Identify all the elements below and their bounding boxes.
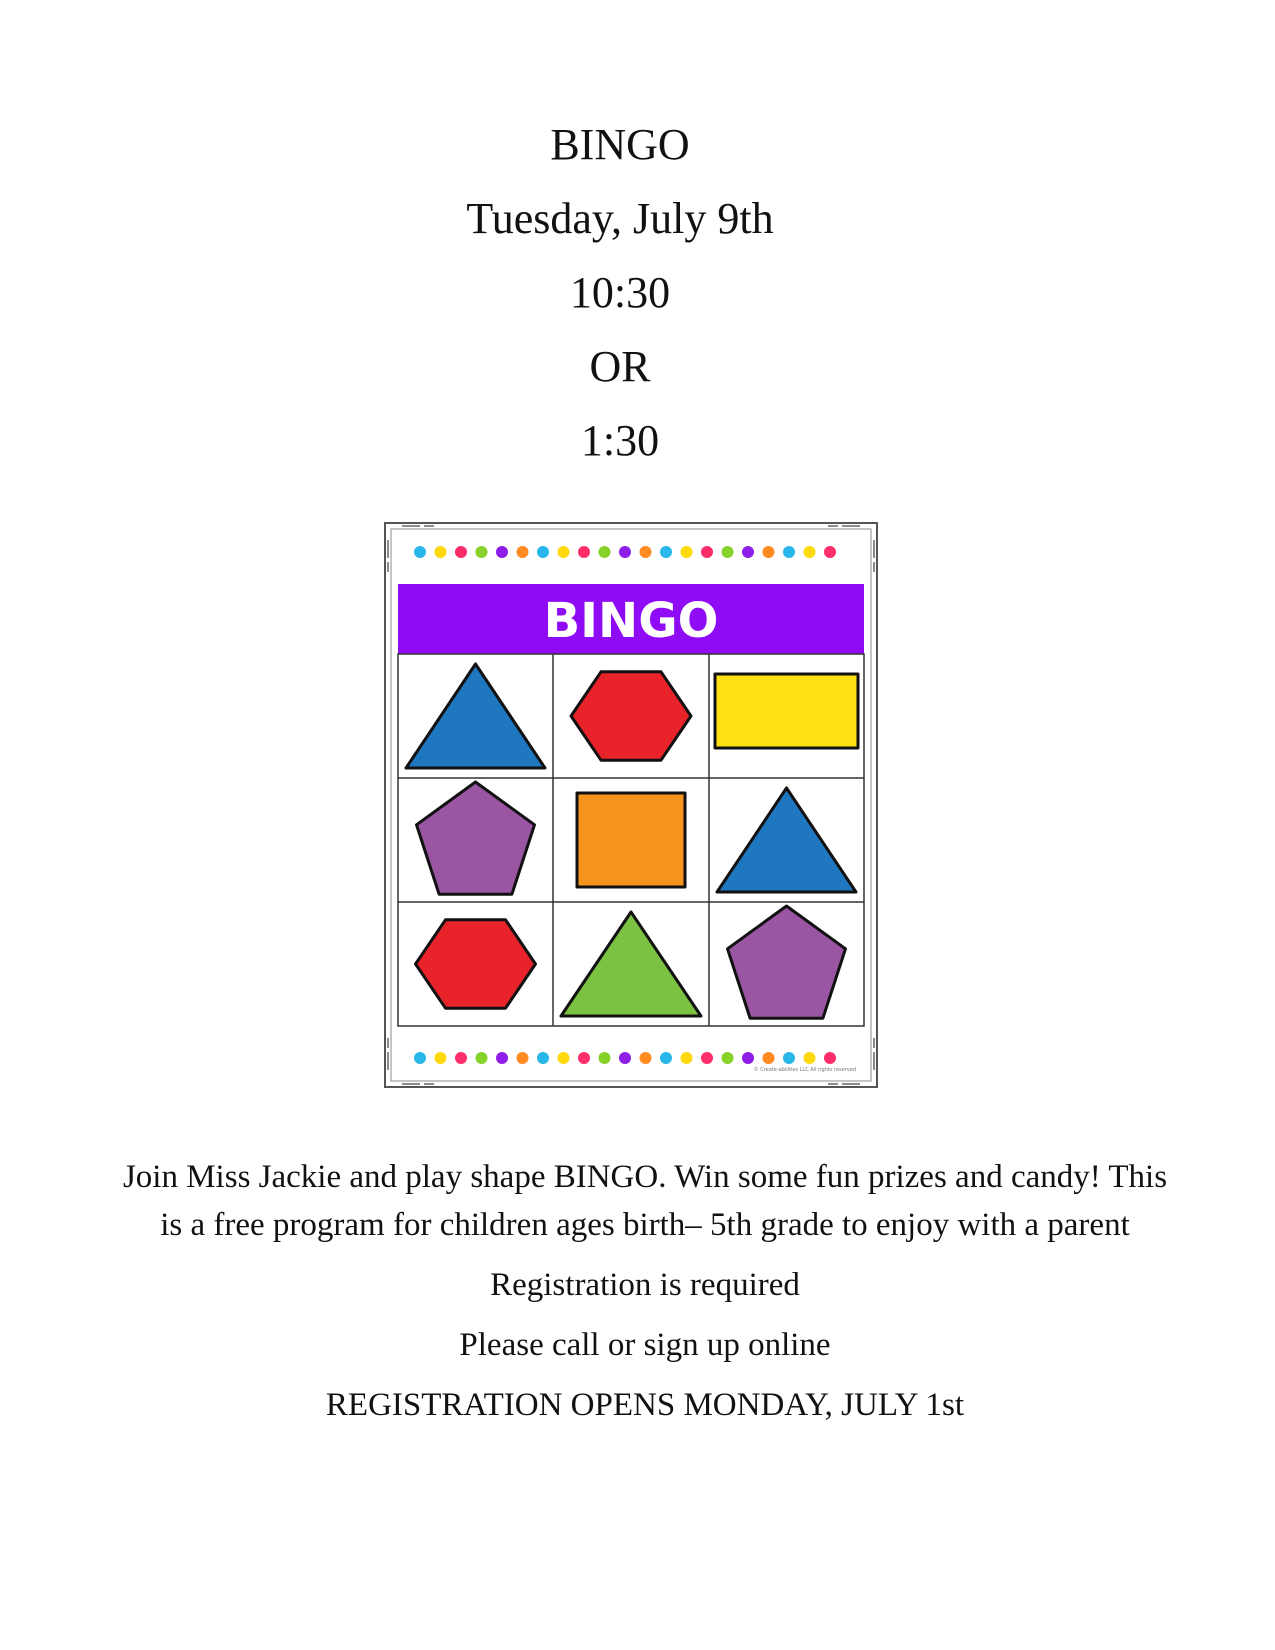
decorative-dot (701, 546, 713, 558)
decorative-dot (681, 1052, 693, 1064)
decorative-dot (640, 546, 652, 558)
event-description: Join Miss Jackie and play shape BINGO. Win some fun prizes and candy! This is a free program for children ages birth– 5th grade to enjoy with a parent (122, 1159, 1168, 1243)
copyright-text: © Create-abilities LLC All rights reserved (753, 1067, 856, 1073)
bingo-card-svg (384, 522, 878, 1088)
event-time-first: 10:30 (569, 268, 671, 317)
decorative-dot (435, 1052, 447, 1064)
decorative-dot (783, 1052, 795, 1064)
decorative-dot (804, 546, 816, 558)
decorative-dot (517, 1052, 529, 1064)
decorative-dot (660, 546, 672, 558)
event-time-separator: OR (589, 342, 651, 391)
decorative-dot (640, 1052, 652, 1064)
bingo-cells (406, 664, 858, 1018)
event-date: Tuesday, July 9th (466, 194, 774, 243)
decorative-dot (763, 546, 775, 558)
decorative-dot (742, 1052, 754, 1064)
decorative-dot (660, 1052, 672, 1064)
decorative-dot (578, 546, 590, 558)
square-icon (577, 793, 685, 887)
event-time-second: 1:30 (580, 416, 660, 465)
decorative-dot (824, 546, 836, 558)
decorative-dot (722, 1052, 734, 1064)
decorative-dot (517, 546, 529, 558)
decorative-dot (537, 546, 549, 558)
decorative-dot (722, 546, 734, 558)
decorative-dot (599, 1052, 611, 1064)
decorative-dot (599, 546, 611, 558)
rectangle-icon (715, 674, 858, 748)
decorative-dot (558, 546, 570, 558)
event-details (120, 1153, 1170, 1441)
decorative-dot (681, 546, 693, 558)
dot-row-top (414, 546, 836, 558)
decorative-dot (578, 1052, 590, 1064)
decorative-dot (619, 546, 631, 558)
decorative-dot (455, 1052, 467, 1064)
decorative-dot (763, 1052, 775, 1064)
decorative-dot (476, 546, 488, 558)
decorative-dot (783, 546, 795, 558)
registration-required-text: Registration is required (490, 1267, 800, 1303)
decorative-dot (496, 546, 508, 558)
event-header (0, 108, 1240, 478)
decorative-dot (701, 1052, 713, 1064)
bingo-banner-text: BINGO (543, 593, 719, 649)
decorative-dot (476, 1052, 488, 1064)
decorative-dot (558, 1052, 570, 1064)
decorative-dot (455, 546, 467, 558)
decorative-dot (619, 1052, 631, 1064)
decorative-dot (496, 1052, 508, 1064)
event-title: BINGO (550, 120, 690, 169)
decorative-dot (414, 1052, 426, 1064)
decorative-dot (435, 546, 447, 558)
decorative-dot (824, 1052, 836, 1064)
registration-opens-text: REGISTRATION OPENS MONDAY, JULY 1st (325, 1387, 965, 1423)
decorative-dot (804, 1052, 816, 1064)
dot-row-bottom (414, 1052, 836, 1064)
decorative-dot (414, 546, 426, 558)
bingo-card-image (384, 522, 878, 1088)
decorative-dot (537, 1052, 549, 1064)
decorative-dot (742, 546, 754, 558)
call-or-signup-text: Please call or sign up online (459, 1327, 831, 1363)
